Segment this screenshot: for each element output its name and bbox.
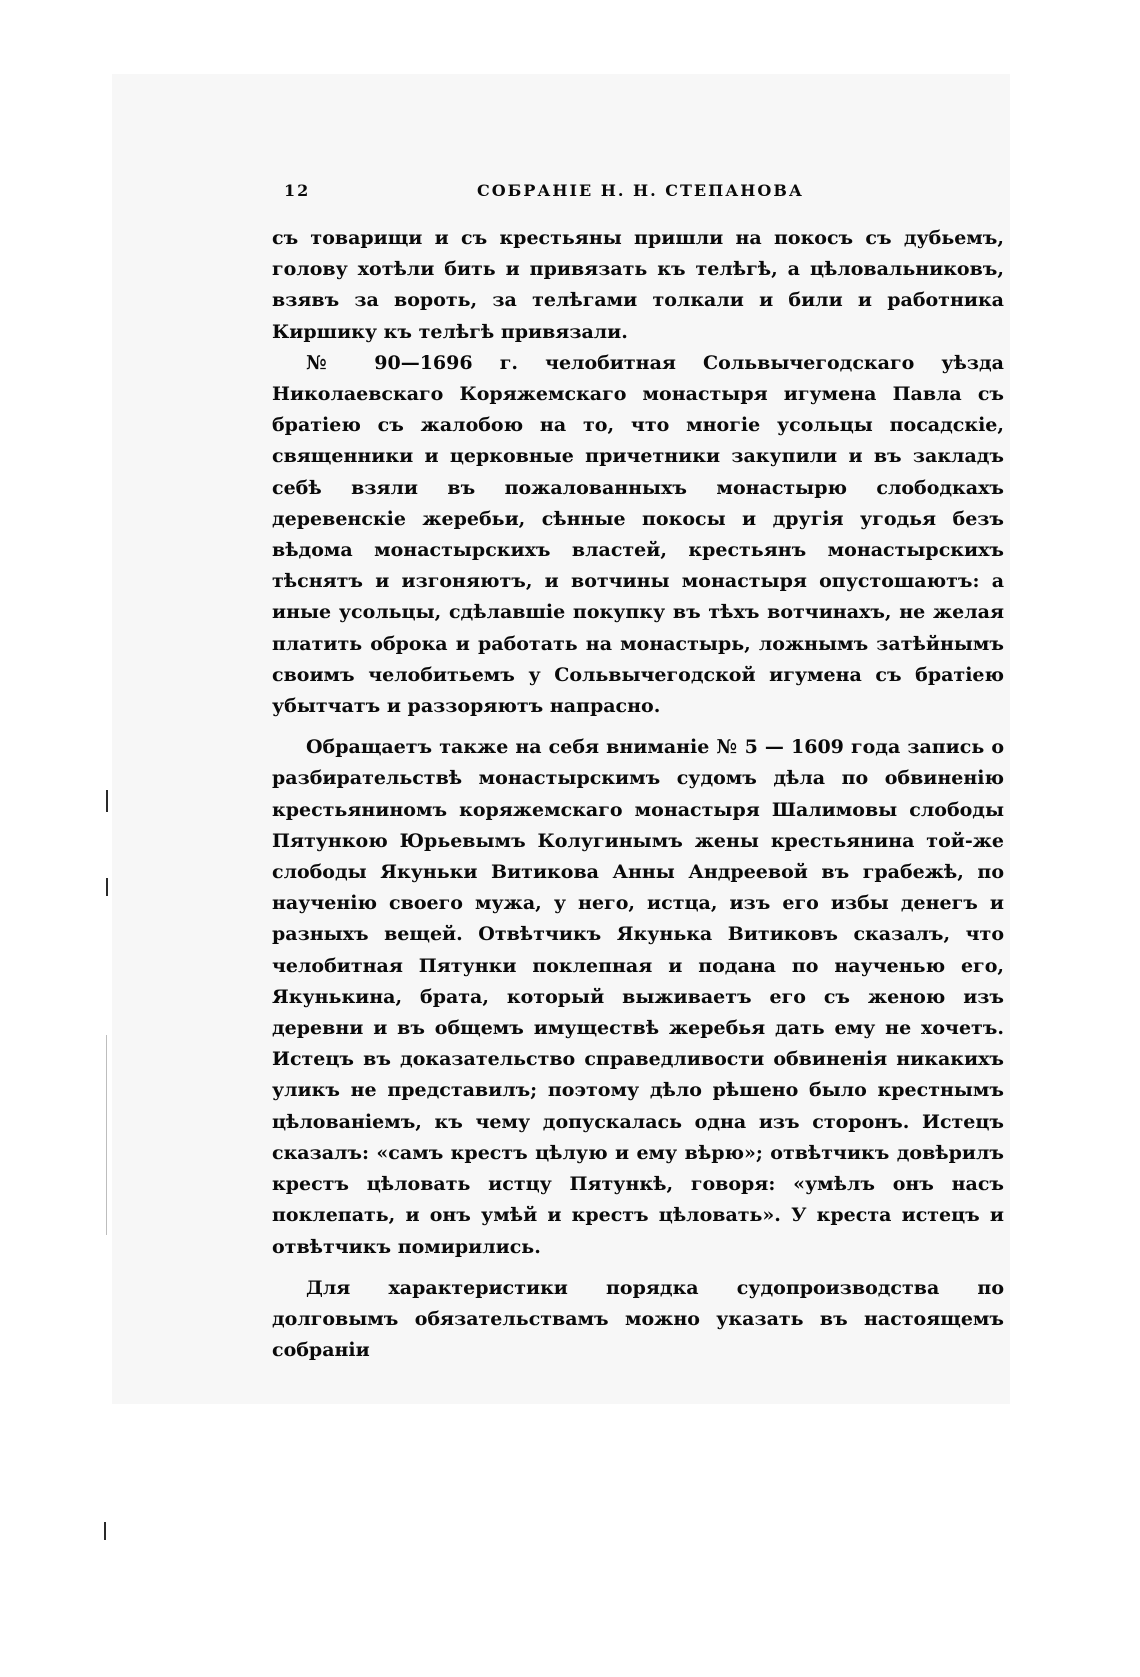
book-page — [272, 175, 1004, 1366]
page-header — [272, 175, 1004, 205]
paragraph-debt-procedure: Для характеристики порядка судопроизводства по долговымъ обязательствамъ можно указать въ настоящемъ собраніи — [272, 1276, 1004, 1362]
paragraph-entry-90: № 90—1696 г. челобитная Сольвычегодскаго уѣзда Николаевскаго Коряжемскаго монастыря игумена Павла съ братіею съ жалобою на то, что многіе усольцы посадскіе, священники и церковные причетники закупили и въ закладъ себѣ взяли въ пожалованныхъ монастырю слободкахъ деревенскіе жеребьи, сѣнные покосы и другія угодья безъ вѣдома монастырскихъ властей, крестьянъ монастырскихъ тѣснятъ и изгоняютъ, и вотчины монастыря опустошаютъ: а иные усольцы, сдѣлавшіе покупку въ тѣхъ вотчинахъ, не желая платить оброка и работать на монастырь, ложнымъ затѣйнымъ своимъ челобитьемъ у Сольвычегодской игумена съ братіею убытчатъ и раззоряютъ напрасно. — [272, 351, 1004, 718]
margin-mark-bottom — [106, 1035, 107, 1235]
paragraph-entry-5: Обращаетъ также на себя вниманіе № 5 — 1609 года запись о разбирательствѣ монастырскимъ судомъ дѣла по обвиненію крестьяниномъ коряжемскаго монастыря Шалимовы слободы Пятункою Юрьевымъ Колугинымъ жены крестьянина той-же слободы Якуньки Витикова Анны Андреевой въ грабежѣ, по наученію своего мужа, у него, истца, изъ его избы денегъ и разныхъ вещей. Отвѣтчикъ Якунька Витиковъ сказалъ, что челобитная Пятунки поклепная и подана по наученью его, Якунькина, брата, который выживаетъ его съ женою изъ деревни и въ общемъ имуществѣ жеребья дать ему не хочетъ. Истецъ въ доказательство справедливости обвиненія никакихъ уликъ не представилъ; поэтому дѣло рѣшено было крестнымъ цѣлованіемъ, къ чему допускалась одна изъ сторонъ. Истецъ сказалъ: «самъ крестъ цѣлую и ему вѣрю»; отвѣтчикъ довѣрилъ крестъ цѣловать истцу Пятункѣ, говоря: «умѣлъ онъ насъ поклепать, и онъ умѣй и крестъ цѣловать». У креста истецъ и отвѣтчикъ помирились. — [272, 736, 1004, 1258]
page-number: 12 — [284, 181, 311, 200]
margin-mark-foot — [104, 1522, 106, 1540]
paragraph-continuation: съ товарищи и съ крестьяны пришли на покосъ съ дубьемъ, голову хотѣли бить и привязать къ телѣгѣ, а цѣловальниковъ, взявъ за вороть, за телѣгами толкали и били и работника Киршику къ телѣгѣ привязали. — [272, 227, 1004, 343]
running-title: СОБРАНІЕ Н. Н. СТЕПАНОВА — [477, 181, 804, 200]
margin-mark-mid — [106, 878, 108, 896]
margin-mark-top — [106, 790, 108, 812]
